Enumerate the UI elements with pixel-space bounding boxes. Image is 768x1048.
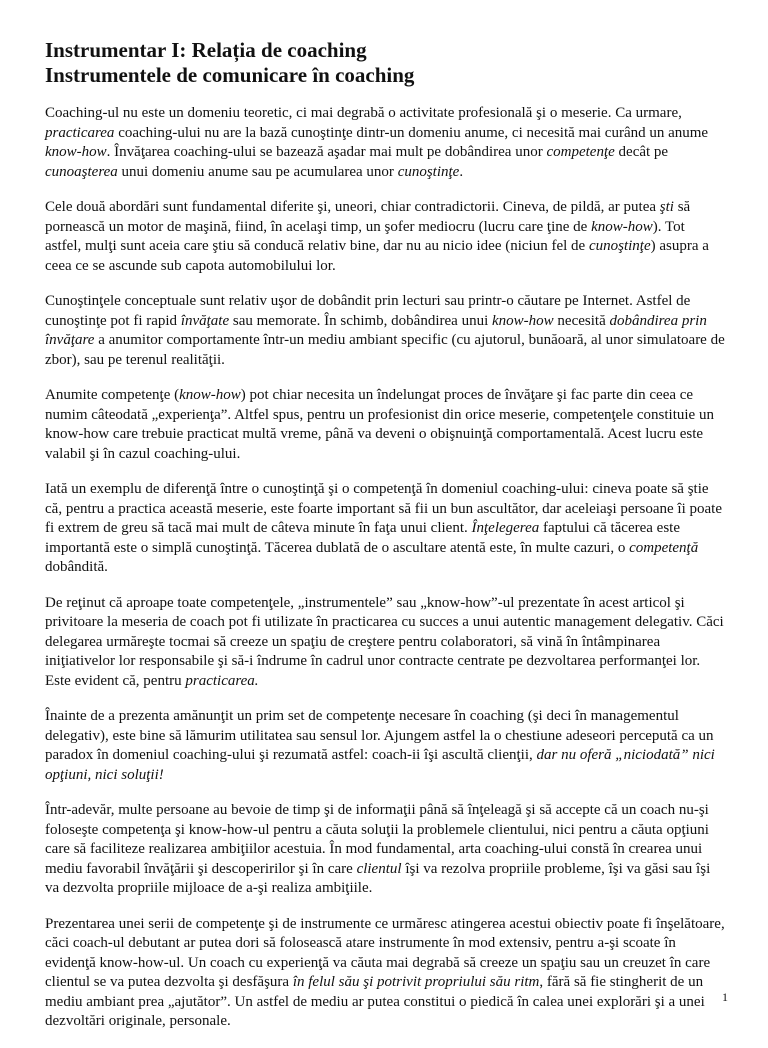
italic-text: învăţate (180, 312, 230, 329)
text-line (45, 707, 733, 727)
text-run: valabil şi în cazul coaching-ului. (45, 445, 241, 462)
text-run: căci coach-ul debutant ar putea dori să folosească atare instrumente în mod extensiv, pentru a-şi scoate în (45, 935, 676, 951)
italic-text: în felul său şi potrivit propriului său ritm (292, 974, 540, 990)
text-run: că, pentru a practica această meserie, este foarte important să fii un bun ascultător, dar aceleiaşi persoane îi poate (45, 500, 722, 517)
text-line (45, 143, 733, 163)
paragraph (45, 594, 733, 692)
text-line (45, 351, 733, 371)
text-run: delegativ), este bine să lămurim utilitatea sau sensul lor. Ajungem astfel la o chestiune adeseori percepută ca un (45, 727, 714, 744)
paragraph (45, 104, 733, 182)
paragraph (45, 801, 733, 899)
text-line (45, 292, 733, 312)
text-run: paradox în domeniul coaching-ului şi rezumată astfel: coach-ii îşi ascultă clienţii, (45, 747, 537, 763)
document-body (45, 38, 733, 1048)
text-run: a anumitor comportamente într-un mediu ambiant specific (cu ajutorul, bunăoară, al unor simulatoare de (94, 332, 725, 348)
text-run: iniţiativelor lor responsabile şi să-i îndrume în cadrul unor contracte centrate pe dezvoltarea performanţei lor. (45, 653, 701, 669)
text-run: delegarea urmăreşte tocmai să creeze un spaţiu de creştere pentru colaboratori, să vină în întâmpinarea (45, 633, 661, 650)
text-line (45, 672, 733, 692)
document-title (45, 38, 733, 88)
text-line (45, 879, 733, 899)
text-run: . Învăţarea coaching-ului se bazează aşadar mai mult pe dobândirea unor (106, 144, 547, 160)
italic-text: opţiuni, nici soluţii! (45, 766, 164, 783)
text-line (45, 445, 733, 465)
text-run: Anumite competenţe ( (45, 387, 180, 403)
italic-text: şti (659, 199, 674, 215)
text-line (45, 766, 733, 786)
text-run: va dezvolta propriile mijloace de a-şi realiza ambiţiile. (45, 880, 373, 896)
text-run: să (673, 199, 691, 215)
text-run: De reţinut că aproape toate competenţele, „instrumentele” sau „know-how”-ul prezentate în acest articol şi (45, 594, 685, 611)
text-line (45, 633, 733, 653)
text-line (45, 746, 733, 766)
text-run: dezvoltări originale, personale. (45, 1013, 231, 1029)
text-run: Iată un exemplu de diferenţă între o cunoştinţă şi o competenţă în domeniul coaching-ului: cineva poate să ştie (45, 481, 709, 497)
text-run: necesită (553, 312, 610, 329)
text-line (45, 558, 733, 578)
text-line (45, 331, 733, 351)
italic-text: învăţare (45, 332, 95, 348)
text-run: pornească un motor de maşină, fiind, în acelaşi timp, un şofer mediocru (lucru care ţine de (45, 218, 592, 235)
text-run: Înainte de a prezenta amănunţit un prim set de competenţe necesare în coaching (şi deci în managementul (45, 708, 679, 724)
text-run: . (459, 163, 464, 180)
text-run: numim câteodată „experienţa”. Altfel spus, pentru un profesionist din orice meserie, competenţele constituie un (45, 406, 714, 423)
text-run: mediu ambiant prea „ajutător”. Un astfel de mediu ar putea constitui o piedică în calea unei explorări şi a unei (45, 993, 705, 1010)
italic-text: cunoaşterea (45, 163, 118, 180)
text-line (45, 425, 733, 445)
text-line (45, 519, 733, 539)
text-line (45, 480, 733, 500)
italic-text: practicarea. (185, 672, 259, 689)
text-run: privitoare la meseria de coach pot fi utilizate în practicarea cu succes a unui autentic management delegativ. Căci (45, 614, 724, 630)
text-run: Prezentarea unei serii de competenţe şi de instrumente ce urmăresc atingerea acestui obiectiv poate fi înşelătoare, (45, 915, 725, 932)
text-line (45, 104, 733, 124)
text-line (45, 727, 733, 747)
paragraph (45, 915, 733, 1032)
text-run: fi extrem de greu să tacă mai mult de câteva minute în faţa unui client. (45, 520, 472, 536)
text-line (45, 237, 733, 257)
text-run: cunoştinţe pot fi rapid (45, 312, 181, 329)
text-run: zbor), sau pe terenul realităţii. (45, 351, 225, 368)
text-line (45, 539, 733, 559)
text-run: coaching-ului nu are la bază cunoştinţe dintr-un domeniu anume, ci necesită mai curând un anume (114, 124, 709, 141)
text-line (45, 124, 733, 144)
text-line (45, 218, 733, 238)
text-run: mediu favorabil învăţării şi descoperirilor şi în care (45, 860, 357, 877)
text-line (45, 993, 733, 1013)
text-line (45, 198, 733, 218)
text-run: care să faciliteze realizarea ambiţiilor acestuia. În mod fundamental, arta coaching-ului constă în crearea unui (45, 841, 703, 857)
text-line (45, 163, 733, 183)
paragraph (45, 480, 733, 578)
italic-text: know-how (45, 144, 107, 160)
text-run: foloseşte competenţa şi know-how-ul pentru a căuta soluţii la problemele clientului, nici pentru a căuta opţiuni (45, 821, 709, 838)
text-run: îşi va rezolva propriile probleme, îşi va găsi sau îşi (401, 860, 711, 877)
text-line (45, 257, 733, 277)
italic-text: know-how (492, 312, 554, 329)
page-number: 1 (722, 990, 728, 1004)
italic-text: practicarea (45, 124, 115, 141)
text-run: know-how care trebuie practicat multă vreme, până va deveni o obişnuinţă comportamentală. Acest lucru este (45, 426, 704, 442)
paragraph (45, 386, 733, 464)
text-run: clientul se va putea dezvolta şi desfăşura (45, 974, 293, 990)
text-run: Cunoştinţele conceptuale sunt relativ uşor de dobândit prin lecturi sau printr-o căutare pe Internet. Astfel de (45, 293, 691, 309)
text-line (45, 594, 733, 614)
text-run: ) pot chiar necesita un îndelungat proces de învăţare şi fac parte din ceea ce (240, 387, 694, 403)
text-line (45, 954, 733, 974)
text-run: decât pe (614, 144, 669, 160)
italic-text: cunoştinţe (397, 163, 460, 180)
text-run: sau memorate. În schimb, dobândirea unui (229, 312, 492, 329)
italic-text: know-how (591, 218, 653, 235)
text-line (45, 915, 733, 935)
text-line (45, 973, 733, 993)
text-run: Este evident că, pentru (45, 672, 186, 689)
text-run: astfel, mulţi sunt aceia care ştiu să conducă relativ bine, dar nu au nicio idee (niciun fel de (45, 238, 589, 254)
text-run: importantă este o simplă cunoştinţă. Tăcerea dublată de o ascultare atentă este, în multe cazuri, o (45, 539, 630, 556)
text-line (45, 312, 733, 332)
text-run: ). Tot (652, 218, 685, 235)
italic-text: Înţelegerea (471, 520, 540, 536)
text-run: ) asupra a (650, 238, 709, 254)
text-run: unui domeniu anume sau pe acumularea unor (117, 163, 398, 180)
paragraph (45, 292, 733, 370)
paragraphs (45, 104, 733, 1032)
italic-text: clientul (356, 860, 402, 877)
text-line (45, 934, 733, 954)
text-run: faptului că tăcerea este (539, 520, 680, 536)
text-run: , fără să fie stingherit de un (539, 974, 704, 990)
italic-text: competenţă (629, 539, 699, 556)
text-line (45, 801, 733, 821)
italic-text: dobândirea prin (609, 312, 707, 329)
italic-text: competenţe (546, 144, 615, 160)
text-run: Într-adevăr, multe persoane au bevoie de timp şi de informaţii până să înţeleagă şi să accepte că un coach nu-şi (45, 802, 709, 818)
text-line (45, 500, 733, 520)
text-run: dobândită. (45, 559, 108, 575)
text-run: Coaching-ul nu este un domeniu teoretic, ci mai degrabă o activitate profesională şi o meserie. Ca urmare, (45, 105, 682, 121)
text-line (45, 860, 733, 880)
text-run: Cele două abordări sunt fundamental diferite şi, uneori, chiar contradictorii. Cineva, de pildă, ar putea (45, 199, 660, 215)
italic-text: dar nu oferă „niciodată” nici (536, 747, 715, 763)
paragraph (45, 198, 733, 276)
text-line (45, 821, 733, 841)
text-line (45, 613, 733, 633)
italic-text: know-how (179, 387, 241, 403)
text-line (45, 406, 733, 426)
text-line (45, 386, 733, 406)
text-run: ceea ce se ascunde sub capota automobilului lor. (45, 257, 336, 274)
text-run: evidenţă know-how-ul. Un coach cu experienţă va căuta mai degrabă să creeze un spaţiu sau un creuzet în care (45, 954, 711, 971)
text-line (45, 840, 733, 860)
title-line-1: Instrumentar I: Relația de coaching (45, 38, 367, 62)
italic-text: cunoştinţe (588, 238, 651, 254)
title-line-2: Instrumentele de comunicare în coaching (45, 63, 415, 87)
text-line (45, 652, 733, 672)
paragraph (45, 707, 733, 785)
text-line (45, 1012, 733, 1032)
